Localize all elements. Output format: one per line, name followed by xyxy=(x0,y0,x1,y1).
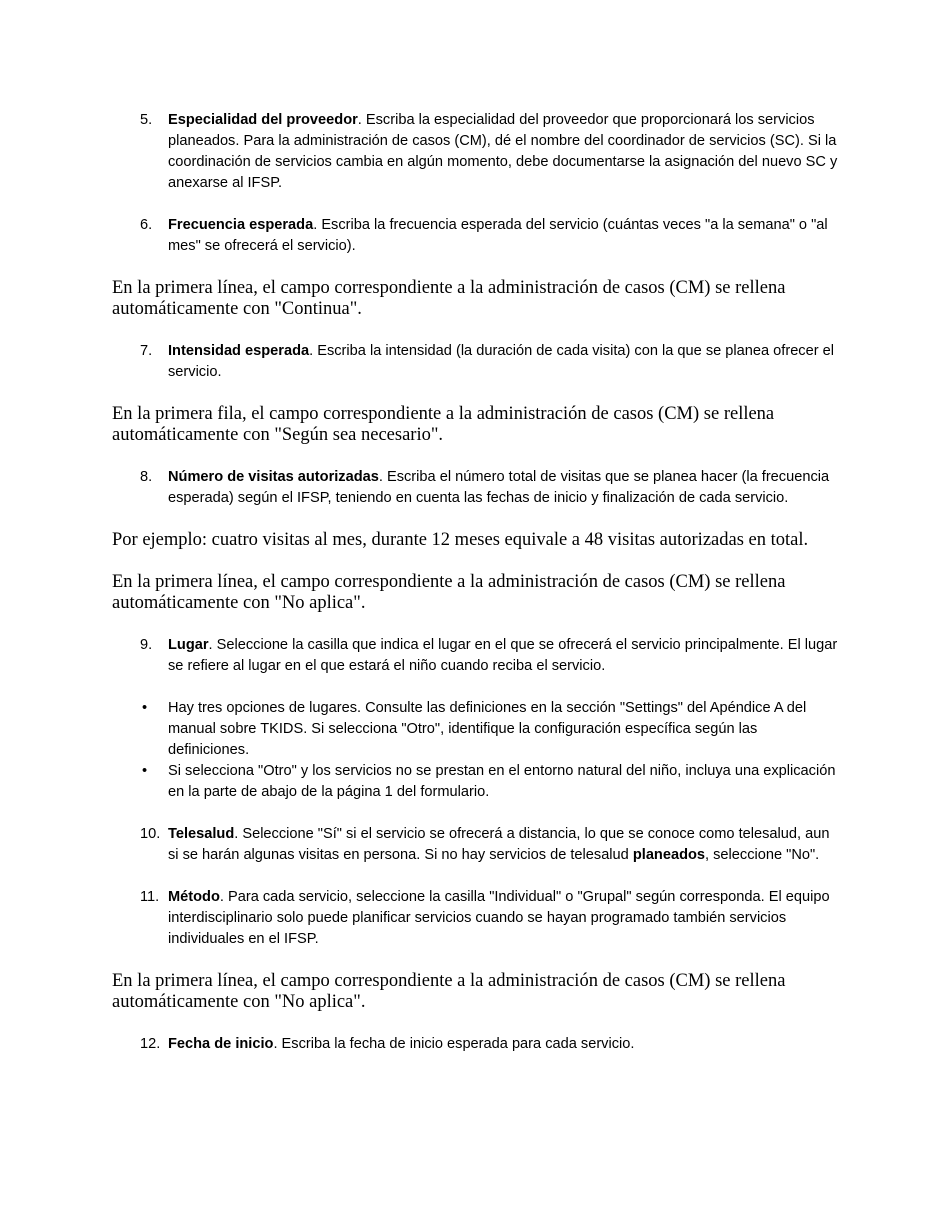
list-item-8 xyxy=(112,467,842,509)
paragraph-cm-continua: En la primera línea, el campo correspondiente a la administración de casos (CM) se rellena automáticamente con "Continua". xyxy=(112,278,786,319)
bullet-item xyxy=(112,698,842,761)
item-number: 11. xyxy=(140,889,160,905)
item-number: 12. xyxy=(140,1036,161,1052)
item-text: . Escriba la intensidad (la duración de cada visita) con la que se planea ofrecer el servicio. xyxy=(168,343,834,380)
item-title: Lugar xyxy=(168,637,209,653)
item-number: 10. xyxy=(140,826,161,842)
bullet-item xyxy=(112,761,842,803)
item-title: Telesalud xyxy=(168,826,235,842)
item-text: . Seleccione "Sí" si el servicio se ofrecerá a distancia, lo que se conoce como telesalud, aun si se harán algunas visitas en persona. Si no hay servicios de telesalud xyxy=(168,826,830,863)
list-item-5 xyxy=(112,110,842,194)
paragraph-cm-segun-necesario: En la primera fila, el campo correspondiente a la administración de casos (CM) se rellena automáticamente con "Según sea necesario". xyxy=(112,404,775,445)
document-page xyxy=(112,110,842,1076)
item-text: . Para cada servicio, seleccione la casilla "Individual" o "Grupal" según corresponda. El equipo interdisciplinario solo puede planificar servicios cuando se hayan programado también servicios individuales en el IFSP. xyxy=(168,889,830,947)
item-number: 6. xyxy=(140,217,153,233)
item-number: 5. xyxy=(140,112,153,128)
item-title: Número de visitas autorizadas xyxy=(168,469,379,485)
bullet-glyph: • xyxy=(142,700,148,716)
item-text: . Escriba la fecha de inicio esperada para cada servicio. xyxy=(273,1036,635,1052)
item-title: Intensidad esperada xyxy=(168,343,310,359)
bullet-glyph: • xyxy=(142,763,148,779)
bullet-text: Hay tres opciones de lugares. Consulte las definiciones en la sección "Settings" del Apéndice A del manual sobre TKIDS. Si selecciona "Otro", identifique la configuración específica según las definiciones. xyxy=(168,700,807,758)
item-title: Método xyxy=(168,889,220,905)
paragraph-cm-no-aplica-2: En la primera línea, el campo correspondiente a la administración de casos (CM) se rellena automáticamente con "No aplica". xyxy=(112,971,786,1012)
paragraph-cm-no-aplica: En la primera línea, el campo correspondiente a la administración de casos (CM) se rellena automáticamente con "No aplica". xyxy=(112,572,786,613)
item-title: Fecha de inicio xyxy=(168,1036,274,1052)
paragraph-example: Por ejemplo: cuatro visitas al mes, durante 12 meses equivale a 48 visitas autorizadas en total. xyxy=(112,530,809,550)
item-number: 7. xyxy=(140,343,153,359)
item-text: . Escriba el número total de visitas que se planea hacer (la frecuencia esperada) según el IFSP, teniendo en cuenta las fechas de inicio y finalización de cada servicio. xyxy=(168,469,830,506)
bullet-text: Si selecciona "Otro" y los servicios no se prestan en el entorno natural del niño, incluya una explicación en la parte de abajo de la página 1 del formulario. xyxy=(168,763,836,800)
item-number: 8. xyxy=(140,469,153,485)
list-item-7 xyxy=(112,341,842,383)
item-title: Frecuencia esperada xyxy=(168,217,314,233)
item-bold-word: planeados xyxy=(632,847,706,863)
item-text: . Escriba la frecuencia esperada del servicio (cuántas veces "a la semana" o "al mes" se ofrecerá el servicio). xyxy=(168,217,828,254)
list-item-12 xyxy=(112,1034,842,1055)
list-item-10 xyxy=(112,824,842,866)
item-number: 9. xyxy=(140,637,153,653)
item-text: . Seleccione la casilla que indica el lugar en el que se ofrecerá el servicio principalmente. El lugar se refiere al lugar en el que estará el niño cuando reciba el servicio. xyxy=(168,637,838,674)
list-item-6 xyxy=(112,215,842,257)
item-text: . Escriba la especialidad del proveedor que proporcionará los servicios planeados. Para la administración de casos (CM), dé el nombre del coordinador de servicios (SC). Si la coordinación de servicios cambia en algún momento, debe documentarse la asignación del nuevo SC y anexarse al IFSP. xyxy=(168,112,838,191)
bullet-list xyxy=(112,698,842,803)
item-title: Especialidad del proveedor xyxy=(168,112,358,128)
item-text-end: , seleccione "No". xyxy=(705,847,820,863)
list-item-11 xyxy=(112,887,842,950)
list-item-9 xyxy=(112,635,842,677)
